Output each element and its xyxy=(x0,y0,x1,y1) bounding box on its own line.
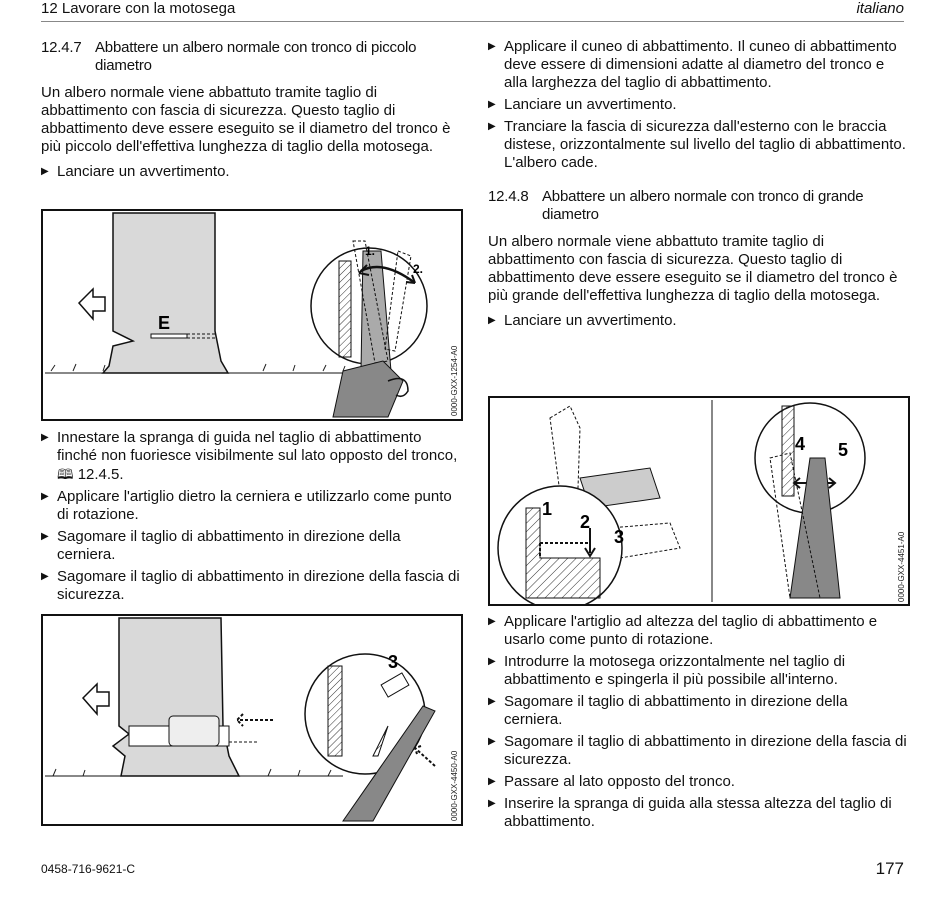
section-title-12-4-7 xyxy=(41,39,463,75)
figure-small-tree-felling-cut xyxy=(41,209,463,421)
bullet-arrow-icon: ▶ xyxy=(488,776,496,787)
bullet-text: Lanciare un avvertimento. xyxy=(57,163,230,180)
bullet-item xyxy=(41,528,463,564)
bullet-text: Sagomare il taglio di abbattimento in direzione della fascia di sicurezza. xyxy=(504,733,907,768)
header-chapter: 12 Lavorare con la motosega xyxy=(41,0,236,17)
section-number: 12.4.8 xyxy=(488,188,529,205)
bullet-arrow-icon: ▶ xyxy=(488,616,496,627)
bullet-item xyxy=(488,653,908,689)
bullet-arrow-icon: ▶ xyxy=(41,166,49,177)
section-title-12-4-8 xyxy=(488,188,908,224)
header-divider xyxy=(41,21,904,22)
figure-label-3: 3 xyxy=(388,652,399,672)
figure-code: 0000-GXX-4451-A0 xyxy=(897,531,906,602)
intro-paragraph: Un albero normale viene abbattuto tramite taglio di abbattimento con fascia di sicurezza. Questo taglio di abbattimento deve essere eseguito se il diametro del tronco è più piccolo dell'effettiva lunghezza di taglio della motosega. xyxy=(41,84,451,155)
bullet-arrow-icon: ▶ xyxy=(41,571,49,582)
bullet-item xyxy=(488,96,908,114)
bullet-reference: 12.4.5. xyxy=(77,466,124,483)
bullet-text: Passare al lato opposto del tronco. xyxy=(504,773,735,790)
bullet-item xyxy=(488,38,908,92)
bullet-arrow-icon: ▶ xyxy=(488,121,496,132)
bullet-arrow-icon: ▶ xyxy=(488,696,496,707)
bullet-arrow-icon: ▶ xyxy=(488,99,496,110)
bullet-item xyxy=(41,488,463,524)
bullet-item xyxy=(488,795,908,831)
bullet-arrow-icon: ▶ xyxy=(488,736,496,747)
bullet-text: Applicare l'artiglio dietro la cerniera e utilizzarlo come punto di rotazione. xyxy=(57,488,452,523)
bullet-text: Introdurre la motosega orizzontalmente nel taglio di abbattimento e spingerla il più possibile all'interno. xyxy=(504,653,846,688)
bullet-text: Applicare l'artiglio ad altezza del taglio di abbattimento e usarlo come punto di rotazione. xyxy=(504,613,878,648)
figure-code: 0000-GXX-1254-A0 xyxy=(450,345,459,416)
bullet-item xyxy=(488,733,908,769)
bullet-text: Sagomare il taglio di abbattimento in direzione della cerniera. xyxy=(504,693,848,728)
intro-paragraph: Un albero normale viene abbattuto tramite taglio di abbattimento con fascia di sicurezza. Questo taglio di abbattimento deve essere eseguito se il diametro del tronco è più grande dell'effettiva lunghezza di taglio della motosega. xyxy=(488,233,898,304)
bullet-result: L'albero cade. xyxy=(504,154,598,171)
figure-label-4: 4 xyxy=(795,434,806,454)
figure-label-3: 3 xyxy=(614,527,625,547)
figure-large-tree-felling-cut xyxy=(488,396,910,606)
figure-label-1: 1. xyxy=(365,244,376,258)
bullet-item xyxy=(41,429,463,484)
bullet-item xyxy=(488,613,908,649)
bullet-text: Innestare la spranga di guida nel taglio di abbattimento finché non fuoriesce visibilmente sul lato opposto del tronco, xyxy=(57,429,458,464)
bullet-text: Applicare il cuneo di abbattimento. Il cuneo di abbattimento deve essere di dimensioni adatte al diametro del tronco e alla larghezza del taglio di abbattimento. xyxy=(504,38,897,91)
header-language: italiano xyxy=(856,0,904,17)
figure-label-1: 1 xyxy=(542,499,553,519)
section-heading: Abbattere un albero normale con tronco di piccolo diametro xyxy=(95,39,417,74)
figure-label-2: 2 xyxy=(580,512,591,532)
bullet-item xyxy=(488,118,908,172)
figure-plunge-cut xyxy=(41,614,463,826)
bullet-text: Lanciare un avvertimento. xyxy=(504,96,677,113)
bullet-text: Tranciare la fascia di sicurezza dall'esterno con le braccia distese, orizzontalmente sul livello del taglio di abbattimento. xyxy=(504,118,906,153)
figure-label-5: 5 xyxy=(838,440,849,460)
left-bullets xyxy=(41,429,463,604)
figure-code: 0000-GXX-4450-A0 xyxy=(450,750,459,821)
bullet-item xyxy=(488,693,908,729)
right-column xyxy=(488,38,908,330)
bullet-arrow-icon: ▶ xyxy=(41,432,49,443)
left-column xyxy=(41,39,463,181)
figure-label-2: 2. xyxy=(413,262,424,276)
footer-document-code: 0458-716-9621-C xyxy=(41,862,136,876)
bullet-arrow-icon: ▶ xyxy=(488,656,496,667)
bullet-arrow-icon: ▶ xyxy=(488,41,496,52)
bullet-arrow-icon: ▶ xyxy=(488,315,496,326)
right-bullets xyxy=(488,613,908,831)
section-number: 12.4.7 xyxy=(41,39,82,56)
bullet-text: Sagomare il taglio di abbattimento in direzione della cerniera. xyxy=(57,528,401,563)
bullet-item xyxy=(488,773,908,791)
bullet-arrow-icon: ▶ xyxy=(488,798,496,809)
bullet-text: Lanciare un avvertimento. xyxy=(504,312,677,329)
bullet-warning xyxy=(488,312,908,330)
section-heading: Abbattere un albero normale con tronco di grande diametro xyxy=(542,188,864,223)
bullet-text: Sagomare il taglio di abbattimento in direzione della fascia di sicurezza. xyxy=(57,568,460,603)
bullet-warning xyxy=(41,163,463,181)
bullet-arrow-icon: ▶ xyxy=(41,491,49,502)
bullet-item xyxy=(41,568,463,604)
figure-label-e: E xyxy=(158,313,171,333)
bullet-text: Inserire la spranga di guida alla stessa altezza del taglio di abbattimento. xyxy=(504,795,892,830)
bullet-arrow-icon: ▶ xyxy=(41,531,49,542)
book-icon: 🕮 xyxy=(57,466,74,482)
page-number: 177 xyxy=(875,859,904,878)
